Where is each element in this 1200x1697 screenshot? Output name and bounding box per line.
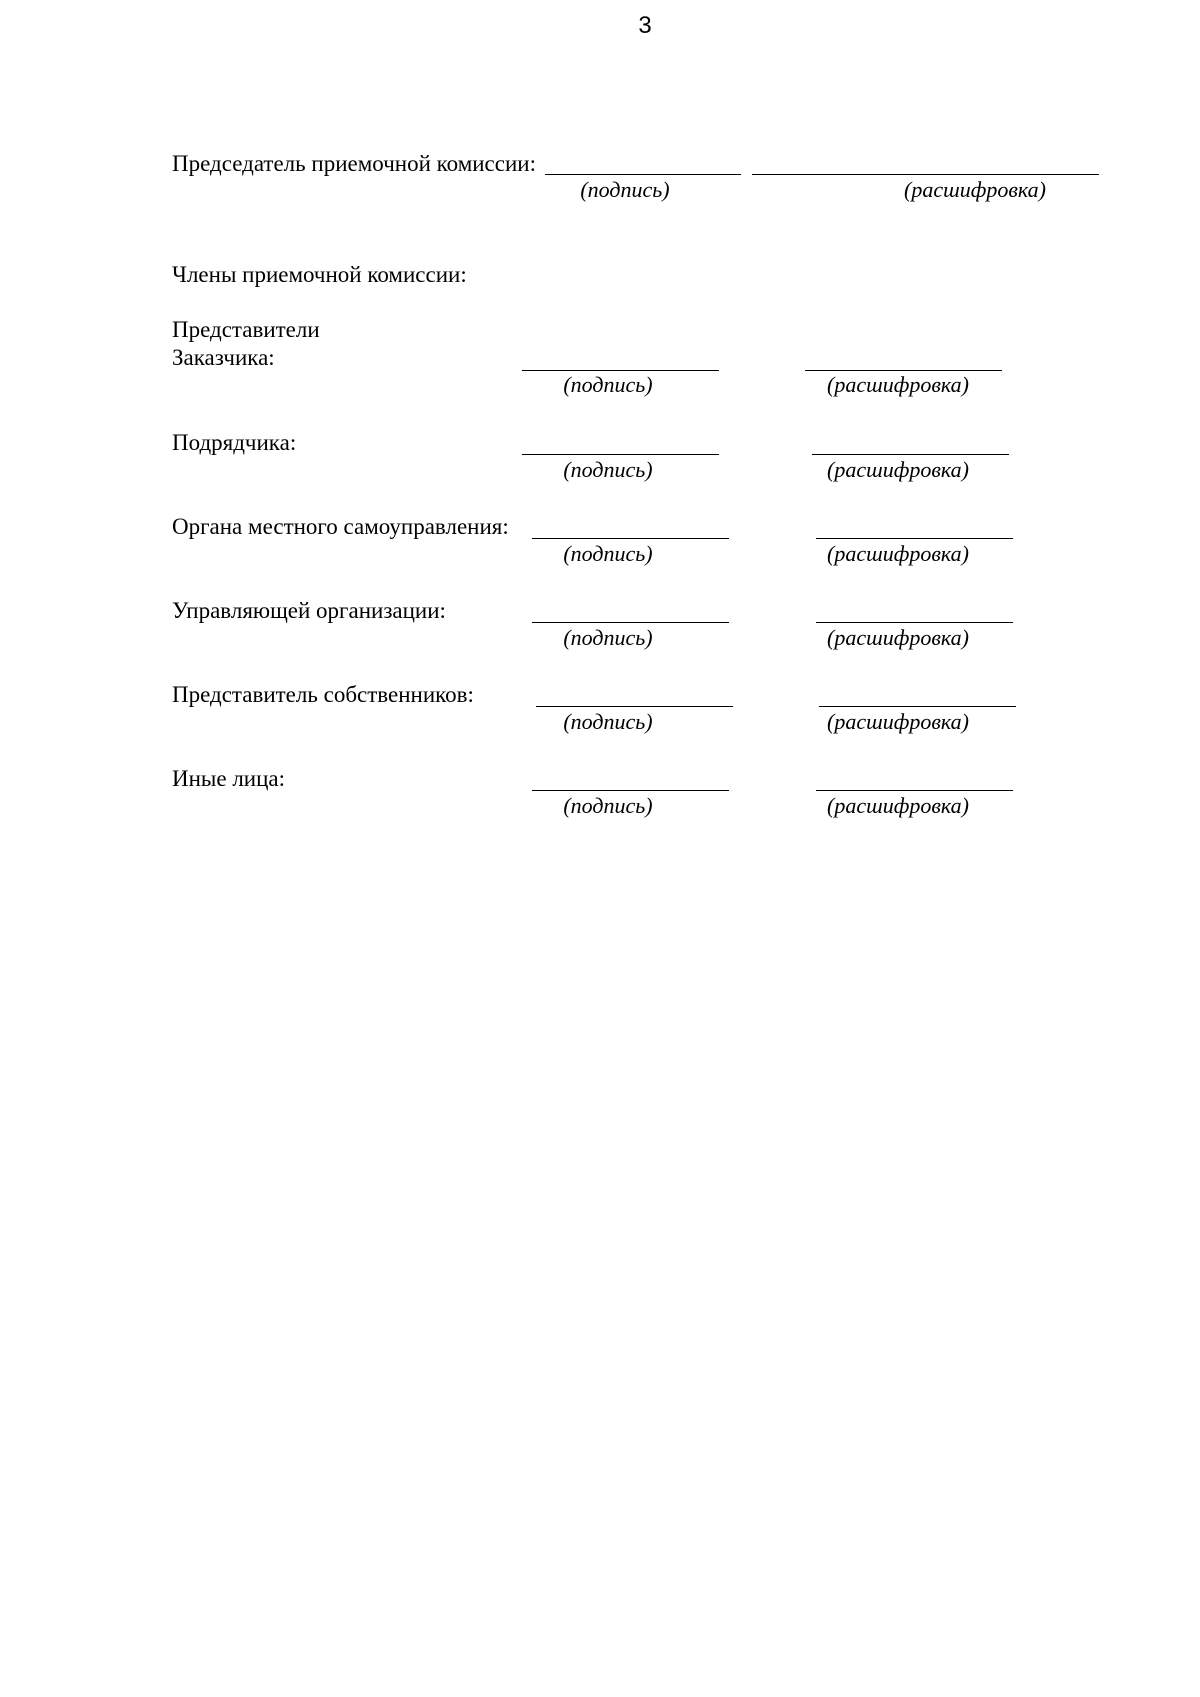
local-government-name-caption: (расшифровка) [827,541,969,566]
customer-signature-caption: (подпись) [563,372,653,397]
owners-representative-label: Представитель собственников: [172,682,474,707]
management-company-name-caption: (расшифровка) [827,625,969,650]
owners-representative-signature-line[interactable] [536,706,733,707]
contractor-signature-line[interactable] [522,454,719,455]
contractor-label: Подрядчика: [172,430,297,455]
customer-name-caption: (расшифровка) [827,372,969,397]
members-heading: Члены приемочной комиссии: [172,262,467,287]
management-company-signature-caption: (подпись) [563,625,653,650]
management-company-label: Управляющей организации: [172,598,446,623]
owners-representative-name-caption: (расшифровка) [827,709,969,734]
local-government-signature-caption: (подпись) [563,541,653,566]
owners-representative-name-line[interactable] [819,706,1016,707]
customer-label: Заказчика: [172,345,275,370]
management-company-name-line[interactable] [816,622,1013,623]
other-persons-label: Иные лица: [172,766,286,791]
owners-representative-signature-caption: (подпись) [563,709,653,734]
chairman-label: Председатель приемочной комиссии: [172,151,536,176]
representatives-heading: Представители [172,317,320,342]
other-persons-name-caption: (расшифровка) [827,793,969,818]
other-persons-signature-caption: (подпись) [563,793,653,818]
management-company-signature-line[interactable] [532,622,729,623]
customer-name-line[interactable] [805,370,1002,371]
local-government-label: Органа местного самоуправления: [172,514,509,539]
chairman-name-line[interactable] [752,174,1099,175]
local-government-signature-line[interactable] [532,538,729,539]
chairman-name-caption: (расшифровка) [904,177,1046,202]
page-number: 3 [638,12,652,39]
other-persons-signature-line[interactable] [532,790,729,791]
local-government-name-line[interactable] [816,538,1013,539]
customer-signature-line[interactable] [522,370,719,371]
contractor-name-line[interactable] [812,454,1009,455]
other-persons-name-line[interactable] [816,790,1013,791]
chairman-signature-line[interactable] [545,174,741,175]
contractor-name-caption: (расшифровка) [827,457,969,482]
chairman-signature-caption: (подпись) [580,177,670,202]
contractor-signature-caption: (подпись) [563,457,653,482]
